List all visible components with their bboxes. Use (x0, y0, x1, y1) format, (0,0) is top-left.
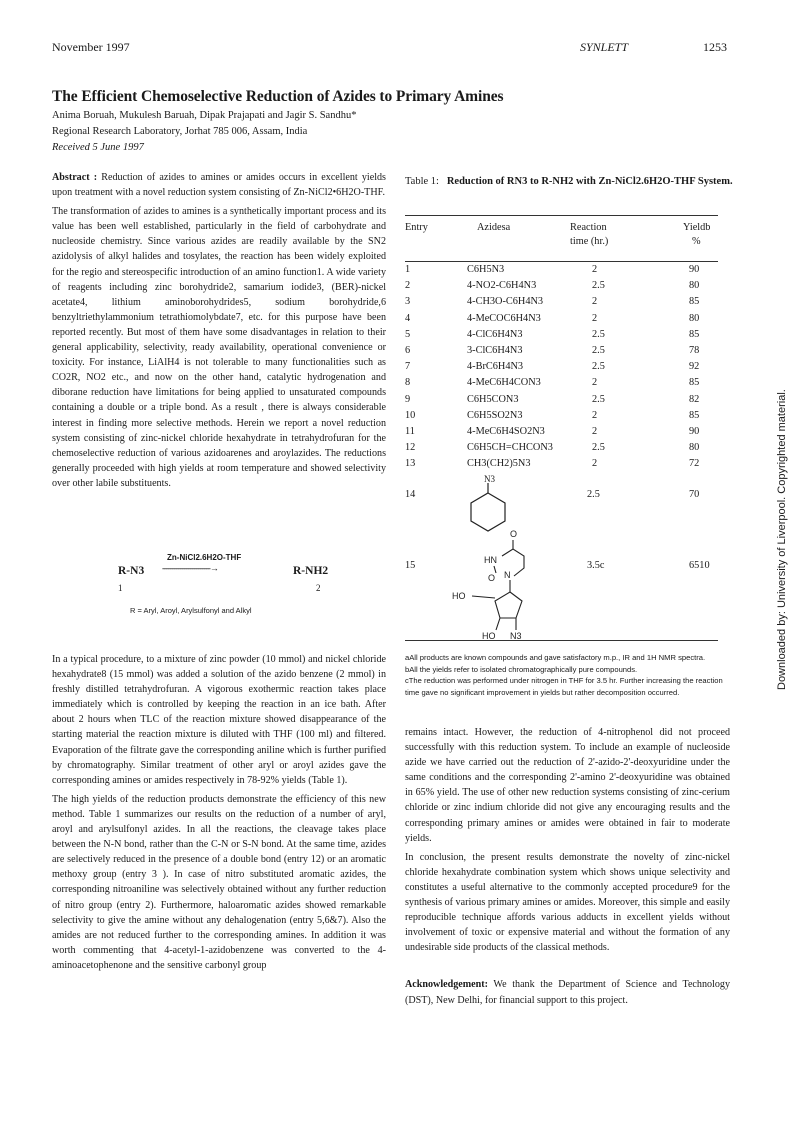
left-column-bottom (52, 652, 386, 977)
footnote-b: bAll the yields refer to isolated chromatographically pure compounds. (405, 664, 638, 674)
header-page-number: 1253 (703, 40, 727, 54)
scheme-reagent: Zn-NiCl2.6H2O-THF (167, 553, 242, 562)
entry-number: 2 (405, 280, 411, 292)
azide-formula: 4-MeC6H4SO2N3 (467, 426, 545, 437)
table-header (405, 222, 718, 252)
yield-value: 90 (689, 264, 700, 275)
reaction-time: 2.5 (592, 345, 605, 356)
azidodeoxyuridine-structure (452, 526, 532, 644)
entry-number: 11 (405, 426, 415, 437)
entry-number: 4 (405, 312, 411, 324)
reaction-time: 2 (592, 312, 598, 324)
yield-value: 85 (689, 409, 700, 421)
intro-paragraph: The transformation of azides to amines is a synthetically important process and its value has been well established, particularly in the field of carbohydrate and nucleoside chemistry. Since various azides are readily available by the SN2 azidolysis of alkyl halides and tosylates, the reaction has been widely exploited for the regio and stereospecific introduction of an amino function1. A wide variety of reagents including zinc borohydride2, samarium iodide3, (BER)-nickel acetate4, lithium aminoborohydrides5, sodium borohydride,6 benzyltriethylammonium tetrathiomolybdate7, etc. for this purpose have been reported recently. But most of them have some disadvantages in relation to their general applicability, selectivity, ready availability, operational convenience or toxicity. For instance, LiAlH4 is not tolerable to many functionalities such as CO2R, NO2 etc., and now on the other hand, catalytic hydrogenation and diborane reduction have limitations for being applied to unsaturated compounds containing a double or a triple bond. As a result , there is always considerable interest in finding more selective methods. Herein we report a novel reduction system consisting of zinc-nickel chloride hexahydrate in tetrahydrofuran for the chemoselective reduction of various azidoarenes and aroylazides. The reductions generally proceeded with high yields at room temperature and showed selectivity over other labile substituents. (52, 206, 386, 489)
table-top-rule (405, 215, 718, 216)
yield-value: 80 (689, 442, 700, 454)
carbonyl-o-label: O (510, 529, 518, 539)
reaction-time: 2 (592, 426, 598, 437)
yield-value: 78 (689, 345, 700, 356)
yield-value: 90 (689, 426, 700, 437)
azide-formula: 4-ClC6H4N3 (467, 328, 523, 340)
azide-formula: 4-MeC6H4CON3 (467, 377, 541, 389)
ho-label-2: HO (482, 631, 496, 641)
scheme-label-2: 2 (316, 583, 321, 593)
ho-label: HO (452, 591, 466, 601)
o-label: O (488, 573, 496, 583)
azide-formula: C6H5CON3 (467, 393, 519, 405)
yield-value: 82 (689, 393, 700, 405)
azide-formula: C6H5N3 (467, 264, 505, 275)
reaction-time: 2 (592, 296, 598, 308)
yield-value: 70 (689, 489, 700, 500)
scheme-reactant: R-N3 (118, 565, 145, 577)
header-reaction: Reaction (570, 222, 607, 233)
scheme-label-1: 1 (118, 583, 123, 593)
azide-formula: 4-NO2-C6H4N3 (467, 280, 537, 292)
entry-number: 3 (405, 296, 411, 308)
article-title: The Efficient Chemoselective Reduction of Azides to Primary Amines (52, 88, 504, 105)
reaction-time: 2 (592, 377, 598, 389)
entry-number: 14 (405, 489, 416, 500)
azide-formula: C6H5CH=CHCON3 (467, 442, 553, 454)
footnote-c: cThe reduction was performed under nitrogen in THF for 3.5 hr. Further increasing the reaction time gave no significant improvement in yields but rather decomposition occurred. (405, 676, 723, 697)
scheme-product: R-NH2 (293, 565, 329, 577)
reaction-time: 2.5 (592, 442, 605, 454)
article-received: Received 5 June 1997 (52, 142, 144, 153)
yield-value: 85 (689, 328, 700, 340)
yield-value: 72 (689, 458, 700, 470)
reaction-time: 2.5 (592, 393, 605, 405)
entry-number: 6 (405, 345, 411, 356)
yield-value: 92 (689, 361, 700, 373)
azide-formula: 4-CH3O-C6H4N3 (467, 296, 544, 308)
azide-formula: CH3(CH2)5N3 (467, 458, 531, 470)
header-journal: SYNLETT (580, 40, 629, 54)
entry-number: 1 (405, 264, 411, 275)
n3-label: N3 (510, 631, 522, 641)
results-paragraph: The high yields of the reduction products demonstrate the efficiency of this new method. Table 1 summarizes our results on the reduction of a number of aryl, aroyl and arylsulfonyl azides. In all the reactions, the cleavage takes place between the N-N bond, rather than the C-N or S-N bond. At the same time, azides are selectively reduced in the presence of a double bond (entry 12) or an aromatic methoxy group (entry 3 ). In case of nitro substituted aromatic azides, the corresponding nitroaniline was selectively obtained without any further reduction of nitro group (entry 2). Furthermore, haloaromatic azides showed remarkable selectivity to give the amine without any dehalogenation (entry 5,6&7). Also the amides are not reduced further to the corresponding amines. In addition it was worth commenting that 4-acetyl-1-azidobenzene was converted to the 4-aminoacetophenone and the sensitive carbonyl group (52, 793, 386, 971)
right-column (405, 725, 730, 1012)
header-yield: Yieldb (683, 222, 711, 233)
header-azides: Azidesa (477, 222, 511, 233)
reaction-time: 2 (592, 458, 598, 470)
scheme-r-definition: R = Aryl, Aroyl, Arylsulfonyl and Alkyl (130, 606, 252, 615)
abstract: Abstract : Reduction of azides to amines or amides occurs in excellent yields upon treatment with a novel reduction system consisting of Zn-NiCl2•6H2O-THF. (52, 172, 386, 199)
azide-formula: 3-ClC6H4N3 (467, 345, 523, 356)
hn-label: HN (484, 555, 497, 565)
conclusion-paragraph: In conclusion, the present results demonstrate the novelty of zinc-nickel chloride hexahydrate combination system which shows unique selectivity and constitutes a useful alternative to the commonly accepted procedure9 for the synthesis of various primary amines or amides. Moreover, this simple and easily reproducible technique affords various adducts in excellent yields without involvement of toxic or expensive material and without the formation of any undesirable side products of the classical methods. (405, 851, 730, 954)
yield-value: 6510 (689, 560, 710, 571)
entry-number: 12 (405, 442, 416, 454)
entry-number: 8 (405, 377, 411, 389)
n-label: N (504, 570, 511, 580)
entry-number: 5 (405, 328, 411, 340)
entry-number: 7 (405, 361, 411, 373)
reaction-time: 2.5 (587, 489, 600, 500)
download-watermark: Downloaded by: University of Liverpool. Copyrighted material. (776, 389, 788, 690)
acknowledgement: Acknowledgement: We thank the Department of Science and Technology (DST), New Delhi, for financial support to this project. (405, 979, 730, 1006)
footnote-a: aAll products are known compounds and gave satisfactory m.p., IR and 1H NMR spectra. (405, 653, 706, 662)
reaction-time: 2.5 (592, 328, 605, 340)
reaction-time: 2.5 (592, 280, 605, 292)
entry-number: 15 (405, 560, 416, 571)
table-header-rule (405, 261, 718, 262)
azide-formula: C6H5SO2N3 (467, 409, 523, 421)
reaction-time: 2.5 (592, 361, 605, 373)
azide-formula: 4-BrC6H4N3 (467, 361, 524, 373)
discussion-paragraph: remains intact. However, the reduction of 4-nitrophenol did not proceed successfully with this reduction system. To include an example of nucleoside azide we have carried out the reduction of 2'-azido-2'-deoxyuridine under the same conditions and the corresponding 2'-amino 2'-deoxyuridine was obtained in 65% yield. The use of other new reduction systems consisting of zinc-cerium chloride or zinc indium chloride did not give any encouraging results and the corresponding primary amines or amides were obtained in fair to moderate yields. (405, 727, 730, 844)
header-time: time (hr.) (570, 236, 609, 247)
left-column-top (52, 170, 386, 495)
yield-value: 80 (689, 280, 700, 292)
reaction-time: 2 (592, 409, 598, 421)
procedure-paragraph: In a typical procedure, to a mixture of zinc powder (10 mmol) and nickel chloride hexahydrate8 (15 mmol) was added a solution of the azido benzene (2 mmol) in freshly distilled tetrahydrofuran. A vigorous exothermic reaction takes place immediately which is controlled by keeping the reaction in an ice bath. After about 2 hours when TLC of the reaction mixture showed disappearance of the starting material the reaction mixture is diluted with THF (100 ml) and filtered. Evaporation of the filtrate gave the corresponding aniline which is further purified by chromatography. Similar treatment of other aryl or aroyl azides gave the corresponding amines or amides respectively in 78-92% yields (Table 1). (52, 654, 386, 786)
article-affiliation: Regional Research Laboratory, Jorhat 785 006, Assam, India (52, 126, 308, 137)
table-footnotes (405, 652, 727, 698)
reaction-time: 3.5c (587, 560, 605, 571)
yield-value: 85 (689, 377, 700, 389)
header-entry: Entry (405, 222, 428, 233)
yield-value: 85 (689, 296, 700, 308)
reaction-time: 2 (592, 264, 598, 275)
header-percent: % (692, 236, 701, 247)
entry-number: 9 (405, 393, 411, 405)
article-authors: Anima Boruah, Mukulesh Baruah, Dipak Prajapati and Jagir S. Sandhu* (52, 110, 357, 121)
azide-formula: 4-MeCOC6H4N3 (467, 312, 541, 324)
yield-value: 80 (689, 312, 700, 324)
scheme-arrow: ------------------------→ (162, 563, 218, 573)
table-caption: Table 1: Reduction of RN3 to R-NH2 with Zn-NiCl2.6H2O-THF System. (405, 176, 733, 187)
entry-number: 10 (405, 409, 416, 421)
entry-number: 13 (405, 458, 416, 470)
header-date: November 1997 (52, 40, 130, 54)
